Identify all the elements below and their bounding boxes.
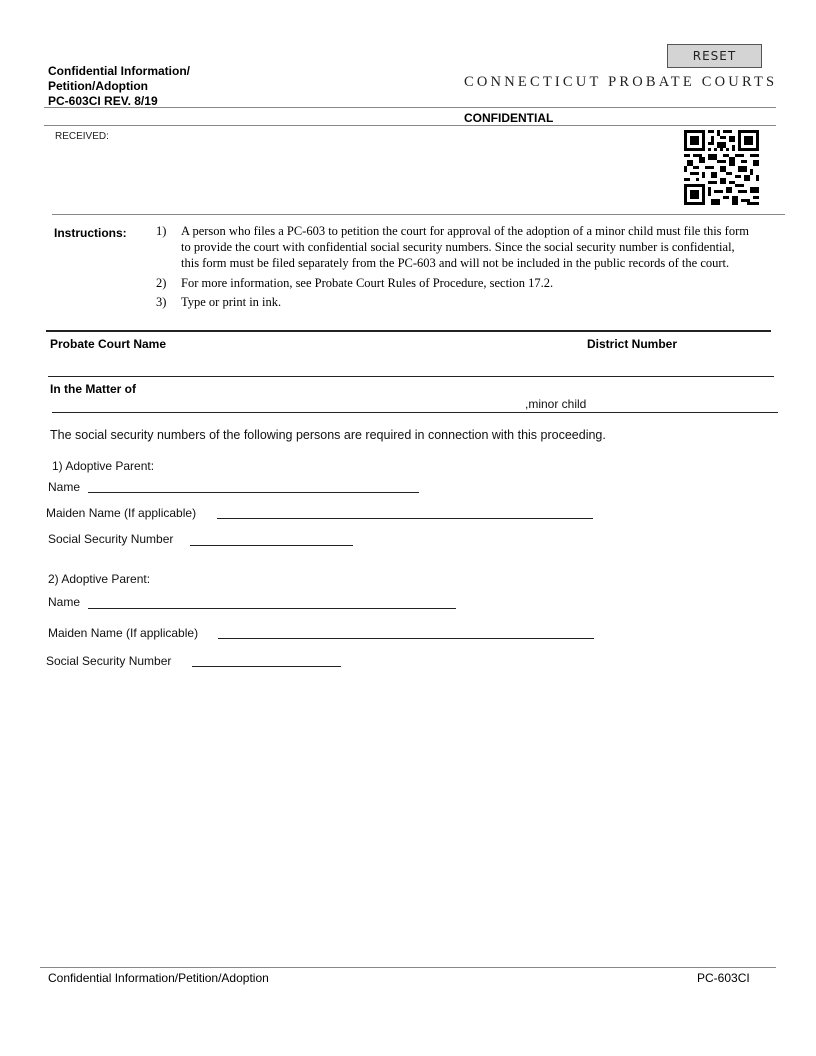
qr-code-icon [684,130,759,205]
parent1-ssn-input[interactable] [192,531,352,545]
parent1-name-input[interactable] [90,478,418,492]
parent1-ssn-label: Social Security Number [48,532,174,546]
minor-child-name-input[interactable] [52,396,522,412]
in-the-matter-of-label: In the Matter of [50,382,136,396]
parent1-ssn-line [190,545,353,546]
reset-button[interactable]: RESET [667,44,762,68]
section-divider [52,214,785,215]
parent2-maiden-label: Maiden Name (If applicable) [48,626,199,640]
footer-divider [40,967,776,968]
parent1-heading: 1) Adoptive Parent: [52,459,155,473]
instruction-item: 1) A person who files a PC-603 to petition the court for approval of the adoption of a minor child must file this form to provide the court with confidential social security numbers. Since the social security number is confidential, this form must be filed separately from the PC-603 and will not be included in the public records of the court. [156,224,749,271]
parent1-maiden-label: Maiden Name (If applicable) [46,506,197,520]
minor-child-suffix: ,minor child [525,397,587,411]
footer-form-name: Confidential Information/Petition/Adoption [48,971,269,985]
confidential-label: CONFIDENTIAL [464,111,554,125]
received-label: RECEIVED: [55,131,109,142]
form-number: PC-603CI REV. 8/19 [48,94,158,108]
district-number-label: District Number [587,337,678,351]
parent2-maiden-input[interactable] [220,624,592,638]
matter-underline [52,412,778,413]
parent2-name-input[interactable] [90,594,454,608]
form-title-line1: Confidential Information/ [48,64,190,78]
parent2-maiden-line [218,638,594,639]
parent2-ssn-line [192,666,341,667]
probate-court-name-label: Probate Court Name [50,337,167,351]
parent1-name-line [88,492,419,493]
court-name-banner: CONNECTICUT PROBATE COURTS [464,74,778,90]
court-divider [48,376,774,377]
parent2-ssn-label: Social Security Number [46,654,172,668]
instruction-item: 2) For more information, see Probate Court Rules of Procedure, section 17.2. [156,275,554,290]
parent2-name-label: Name [48,595,81,609]
instructions-divider [46,330,771,332]
form-title [48,64,190,109]
instructions-list [152,223,752,310]
instructions-label: Instructions: [54,226,127,240]
parent1-maiden-input[interactable] [219,504,591,518]
instruction-item: 3) Type or print in ink. [156,294,282,309]
form-title-line2: Petition/Adoption [48,79,148,93]
header-divider-bottom [44,125,776,126]
parent2-heading: 2) Adoptive Parent: [48,572,151,586]
parent2-ssn-input[interactable] [194,652,340,666]
parent1-name-label: Name [48,480,81,494]
ssn-statement: The social security numbers of the following persons are required in connection with this proceeding. [50,428,606,442]
parent2-name-line [88,608,456,609]
district-number-input[interactable] [587,355,767,373]
header-divider-top [44,107,776,108]
parent1-maiden-line [217,518,593,519]
probate-court-name-input[interactable] [50,355,570,373]
footer-form-number: PC-603CI [697,971,750,985]
